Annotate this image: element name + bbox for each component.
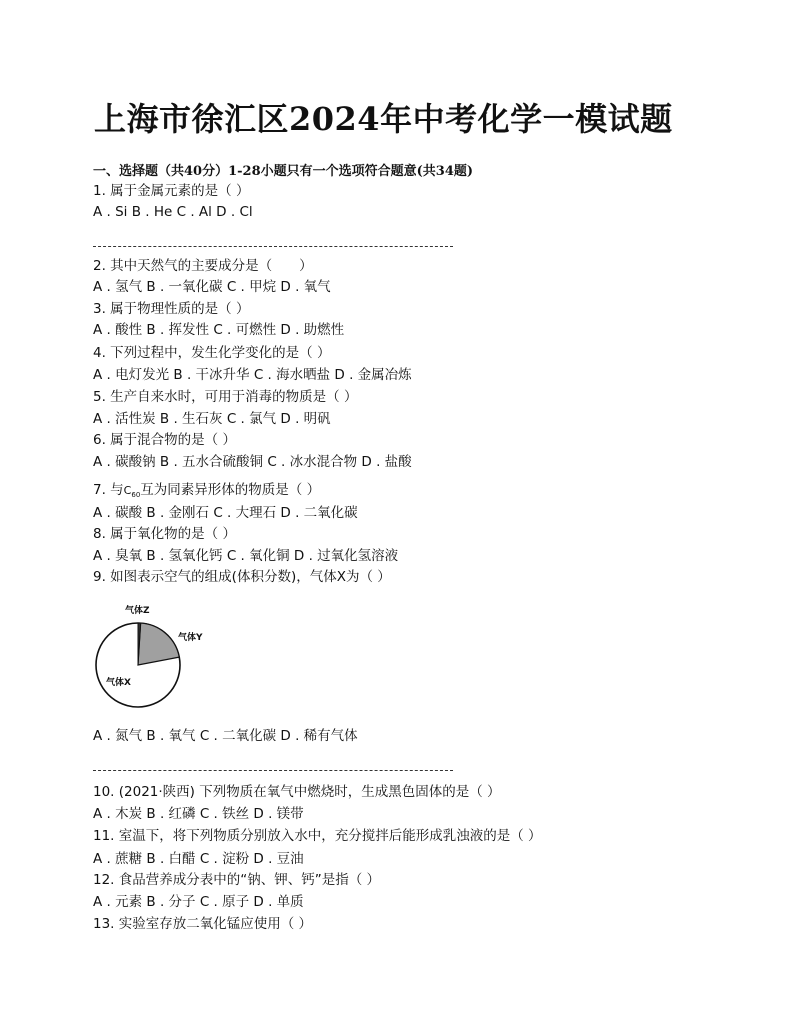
divider <box>93 770 453 771</box>
question-10-options: A . 木炭 B . 红磷 C . 铁丝 D . 镁带 <box>93 806 304 822</box>
pie-label-x: 气体X <box>106 678 131 688</box>
question-9-options: A . 氮气 B . 氧气 C . 二氧化碳 D . 稀有气体 <box>93 728 358 744</box>
question-7-stem <box>93 481 320 504</box>
question-9-stem: 9. 如图表示空气的组成(体积分数)，气体X为（ ） <box>93 569 391 585</box>
question-13-stem: 13. 实验室存放二氧化锰应使用（ ） <box>93 916 313 932</box>
question-7-stem-post: 互为同素异形体的物质是（ ） <box>140 482 321 498</box>
pie-label-y: 气体Y <box>178 633 203 643</box>
pie-slice-y <box>138 623 179 665</box>
question-3-options: A . 酸性 B . 挥发性 C . 可燃性 D . 助燃性 <box>93 322 345 338</box>
question-7-options: A . 碳酸 B . 金刚石 C . 大理石 D . 二氧化碳 <box>93 505 358 521</box>
question-8-stem: 8. 属于氧化物的是（ ） <box>93 526 236 542</box>
question-6-stem: 6. 属于混合物的是（ ） <box>93 432 236 448</box>
pie-svg <box>92 600 232 710</box>
question-4-options: A . 电灯发光 B . 干冰升华 C . 海水晒盐 D . 金属冶炼 <box>93 367 412 383</box>
question-8-options: A . 臭氧 B . 氢氧化钙 C . 氧化铜 D . 过氧化氢溶液 <box>93 548 399 564</box>
question-10-stem: 10. (2021·陕西) 下列物质在氧气中燃烧时，生成黑色固体的是（ ） <box>93 784 501 800</box>
question-12-stem: 12. 食品营养成分表中的“钠、钾、钙”是指（ ） <box>93 872 381 888</box>
question-6-options: A . 碳酸钠 B . 五水合硫酸铜 C . 冰水混合物 D . 盐酸 <box>93 454 412 470</box>
air-composition-pie-chart <box>92 600 232 710</box>
divider <box>93 246 453 247</box>
c60-formula <box>123 484 141 500</box>
question-5-stem: 5. 生产自来水时，可用于消毒的物质是（ ） <box>93 389 358 405</box>
question-2-options: A . 氢气 B . 一氧化碳 C . 甲烷 D . 氧气 <box>93 279 331 295</box>
question-1-stem: 1. 属于金属元素的是（ ） <box>93 183 250 199</box>
pie-label-z: 气体Z <box>125 606 150 616</box>
question-11-stem: 11. 室温下，将下列物质分别放入水中，充分搅拌后能形成乳浊液的是（ ） <box>93 828 542 844</box>
question-1-options: A . Si B . He C . Al D . Cl <box>93 204 253 220</box>
question-4-stem: 4. 下列过程中，发生化学变化的是（ ） <box>93 345 331 361</box>
question-2-stem: 2. 其中天然气的主要成分是（ ） <box>93 258 313 274</box>
page-title: 上海市徐汇区2024年中考化学一模试题 <box>94 100 673 138</box>
question-5-options: A . 活性炭 B . 生石灰 C . 氯气 D . 明矾 <box>93 411 331 427</box>
question-12-options: A . 元素 B . 分子 C . 原子 D . 单质 <box>93 894 304 910</box>
question-3-stem: 3. 属于物理性质的是（ ） <box>93 301 250 317</box>
c60-symbol: C <box>123 484 132 497</box>
c60-subscript: 60 <box>131 491 141 500</box>
question-7-stem-pre: 7. 与 <box>93 482 124 498</box>
section-heading: 一、选择题（共40分）1-28小题只有一个选项符合题意(共34题) <box>93 164 474 179</box>
question-11-options: A . 蔗糖 B . 白醋 C . 淀粉 D . 豆油 <box>93 851 304 867</box>
